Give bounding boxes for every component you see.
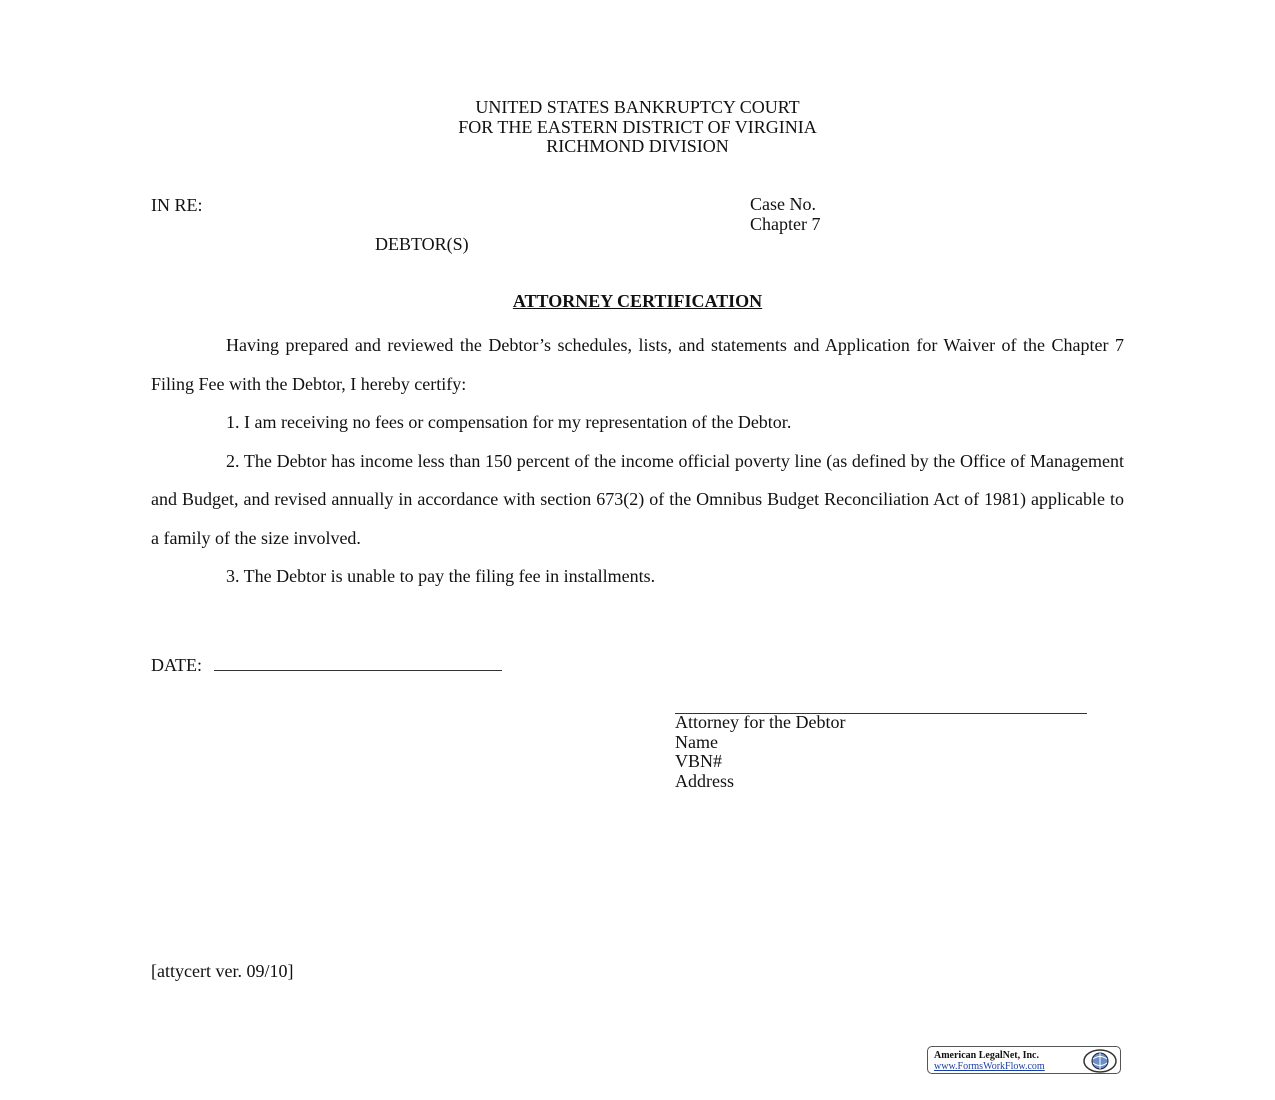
publisher-logo	[927, 1046, 1121, 1074]
logo-company: American LegalNet, Inc.	[934, 1050, 1039, 1061]
date-blank-line	[214, 654, 502, 671]
court-name: UNITED STATES BANKRUPTCY COURT	[475, 97, 800, 117]
court-header	[0, 98, 1275, 157]
globe-icon	[1082, 1048, 1118, 1074]
document-title	[0, 291, 1275, 312]
chapter-label: Chapter 7	[750, 213, 821, 234]
certification-item-2: 2. The Debtor has income less than 150 percent of the income official poverty line (as defined by the Office of Management and Budget, and revised annually in accordance with section 673(2) of the Omnibus Budget Reconciliation Act of 1981) applicable to a family of the size involved.	[151, 450, 1124, 548]
certification-body	[151, 326, 1124, 596]
signature-block	[675, 713, 845, 791]
attorney-name-label: Name	[675, 731, 718, 752]
date-field	[151, 654, 502, 676]
document-title-text: ATTORNEY CERTIFICATION	[512, 291, 763, 311]
intro-paragraph: Having prepared and reviewed the Debtor’s schedules, lists, and statements and Application for Waiver of the Chapter 7 Filing Fee with the Debtor, I hereby certify:	[151, 335, 1124, 394]
case-info	[750, 195, 820, 234]
court-district: FOR THE EASTERN DISTRICT OF VIRGINIA	[458, 116, 817, 137]
attorney-role: Attorney for the Debtor	[675, 712, 846, 732]
in-re-label: IN RE:	[151, 195, 203, 215]
logo-url-link[interactable]: www.FormsWorkFlow.com	[934, 1061, 1045, 1072]
court-division: RICHMOND DIVISION	[546, 136, 729, 156]
case-number-label: Case No.	[750, 194, 816, 214]
form-version: [attycert ver. 09/10]	[151, 961, 294, 981]
certification-item-3: 3. The Debtor is unable to pay the filing fee in installments.	[226, 566, 656, 586]
certification-item-1: 1. I am receiving no fees or compensation for my representation of the Debtor.	[226, 412, 792, 432]
debtors-label: DEBTOR(S)	[375, 234, 469, 254]
attorney-vbn-label: VBN#	[675, 751, 723, 771]
date-label: DATE:	[151, 655, 202, 675]
attorney-address-label: Address	[675, 770, 734, 791]
